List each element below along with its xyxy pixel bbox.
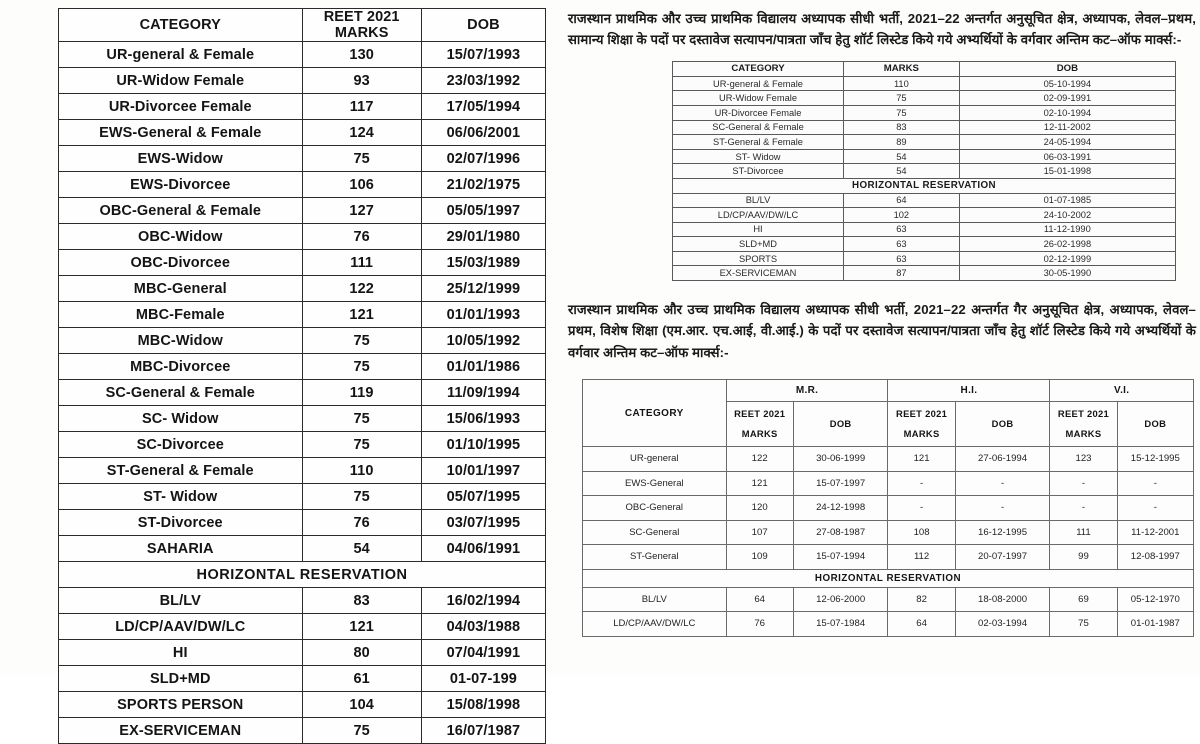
table-scheduled-area-cutoff [672, 61, 1176, 281]
table-row [59, 354, 546, 380]
cell-mr-dob: 15-07-1984 [793, 612, 888, 637]
cell-category: SLD+MD [59, 666, 303, 692]
table-row [59, 484, 546, 510]
table-row [59, 302, 546, 328]
cell-dob: 02-10-1994 [959, 105, 1175, 120]
table-row [673, 222, 1176, 237]
cell-category: SLD+MD [673, 237, 844, 252]
table-row [59, 406, 546, 432]
table-row [583, 545, 1194, 570]
cell-dob: 30-05-1990 [959, 266, 1175, 281]
cell-hi-marks: 64 [888, 612, 955, 637]
cell-dob: 05/05/1997 [421, 198, 545, 224]
cell-dob: 05-10-1994 [959, 76, 1175, 91]
cell-mr-marks: 107 [726, 520, 793, 545]
cell-marks: 75 [302, 432, 421, 458]
cell-vi-marks: - [1050, 471, 1117, 496]
table-row [59, 42, 546, 68]
cell-marks: 87 [844, 266, 960, 281]
cell-vi-marks: 69 [1050, 587, 1117, 612]
cell-category: OBC-General & Female [59, 198, 303, 224]
cell-dob: 24-10-2002 [959, 208, 1175, 223]
cell-marks: 54 [302, 536, 421, 562]
section-header-row [673, 178, 1176, 193]
cell-marks: 110 [844, 76, 960, 91]
cell-category: EX-SERVICEMAN [673, 266, 844, 281]
cell-category: EWS-General & Female [59, 120, 303, 146]
col-header-category: CATEGORY [59, 9, 303, 42]
cell-mr-dob: 30-06-1999 [793, 447, 888, 472]
cell-marks: 63 [844, 237, 960, 252]
col-header-marks: REET 2021 MARKS [302, 9, 421, 42]
cell-category: OBC-Widow [59, 224, 303, 250]
section-label-horizontal-reservation: HORIZONTAL RESERVATION [673, 178, 1176, 193]
table-level1-general-cutoff [58, 8, 546, 744]
marks-label-line1: REET 2021 [734, 408, 786, 420]
cell-category: LD/CP/AAV/DW/LC [673, 208, 844, 223]
table-body [583, 447, 1194, 637]
table-row [59, 510, 546, 536]
table-row [673, 164, 1176, 179]
cell-category: EWS-Divorcee [59, 172, 303, 198]
cell-category: OBC-Divorcee [59, 250, 303, 276]
cell-marks: 75 [302, 328, 421, 354]
cell-marks: 130 [302, 42, 421, 68]
cell-category: MBC-Divorcee [59, 354, 303, 380]
table-row [673, 237, 1176, 252]
cell-dob: 10/01/1997 [421, 458, 545, 484]
table-row [59, 718, 546, 744]
cell-hi-marks: 108 [888, 520, 955, 545]
cell-category: SAHARIA [59, 536, 303, 562]
cell-category: LD/CP/AAV/DW/LC [59, 614, 303, 640]
cell-vi-dob: - [1117, 496, 1193, 521]
cell-dob: 15/08/1998 [421, 692, 545, 718]
table-row [59, 94, 546, 120]
cell-category: OBC-General [583, 496, 727, 521]
cell-category: SC-General & Female [673, 120, 844, 135]
table-special-education-cutoff [582, 379, 1194, 637]
cell-category: ST-General [583, 545, 727, 570]
table-header [673, 61, 1176, 76]
cell-hi-dob: 18-08-2000 [955, 587, 1050, 612]
cell-category: UR-Widow Female [673, 91, 844, 106]
cell-hi-dob: 02-03-1994 [955, 612, 1050, 637]
cell-marks: 121 [302, 302, 421, 328]
col-header-marks: MARKS [844, 61, 960, 76]
cell-category: SPORTS PERSON [59, 692, 303, 718]
cell-dob: 06/06/2001 [421, 120, 545, 146]
table-row [59, 224, 546, 250]
cell-vi-marks: 99 [1050, 545, 1117, 570]
table-row [673, 120, 1176, 135]
cell-marks: 61 [302, 666, 421, 692]
table-body [59, 42, 546, 744]
cell-marks: 83 [302, 588, 421, 614]
cell-category: ST- Widow [673, 149, 844, 164]
table-row [673, 91, 1176, 106]
cell-marks: 64 [844, 193, 960, 208]
marks-label-line2: MARKS [1065, 428, 1102, 440]
cell-hi-marks: 82 [888, 587, 955, 612]
cell-category: ST-General & Female [59, 458, 303, 484]
table-row [673, 208, 1176, 223]
section-label-horizontal-reservation: HORIZONTAL RESERVATION [59, 562, 546, 588]
col-group-hi: H.I. [888, 380, 1050, 402]
cell-mr-dob: 15-07-1997 [793, 471, 888, 496]
cell-dob: 29/01/1980 [421, 224, 545, 250]
table-row [583, 612, 1194, 637]
cell-marks: 119 [302, 380, 421, 406]
cell-mr-dob: 15-07-1994 [793, 545, 888, 570]
cell-dob: 25/12/1999 [421, 276, 545, 302]
col-header-vi-dob: DOB [1117, 402, 1193, 447]
group-header-row [583, 380, 1194, 402]
table-row [59, 198, 546, 224]
cell-vi-dob: 01-01-1987 [1117, 612, 1193, 637]
cell-mr-marks: 76 [726, 612, 793, 637]
table-row [673, 149, 1176, 164]
cell-category: MBC-Widow [59, 328, 303, 354]
col-header-mr-dob: DOB [793, 402, 888, 447]
cell-marks: 75 [302, 484, 421, 510]
table-row [583, 520, 1194, 545]
cell-marks: 75 [302, 406, 421, 432]
cell-hi-dob: 20-07-1997 [955, 545, 1050, 570]
table-row [59, 172, 546, 198]
cell-dob: 02-12-1999 [959, 251, 1175, 266]
cell-category: ST-General & Female [673, 135, 844, 150]
cell-category: EWS-General [583, 471, 727, 496]
cell-dob: 12-11-2002 [959, 120, 1175, 135]
table-row [673, 135, 1176, 150]
cell-category: MBC-Female [59, 302, 303, 328]
col-header-category: CATEGORY [673, 61, 844, 76]
cell-marks: 121 [302, 614, 421, 640]
cell-marks: 54 [844, 164, 960, 179]
cell-mr-dob: 24-12-1998 [793, 496, 888, 521]
cell-dob: 03/07/1995 [421, 510, 545, 536]
table-row [59, 250, 546, 276]
cell-vi-marks: 123 [1050, 447, 1117, 472]
table-row [583, 447, 1194, 472]
cell-marks: 75 [302, 718, 421, 744]
cell-marks: 89 [844, 135, 960, 150]
right-column [568, 8, 1196, 637]
col-group-vi: V.I. [1050, 380, 1194, 402]
cell-dob: 16/02/1994 [421, 588, 545, 614]
cell-dob: 07/04/1991 [421, 640, 545, 666]
col-group-mr: M.R. [726, 380, 888, 402]
marks-label-line1: REET 2021 [1057, 408, 1110, 420]
cell-category: HI [59, 640, 303, 666]
paragraph-scheduled-area: राजस्थान प्राथमिक और उच्च प्राथमिक विद्यालय अध्यापक सीधी भर्ती, 2021–22 अन्तर्गत अनुसूचित क्षेत्र, अध्यापक, लेवल–प्रथम, सामान्य शिक्षा के पदों पर दस्तावेज सत्यापन/पात्रता जॉंच हेतु शॉर्ट लिस्टेड किये गये अभ्यर्थियों के वर्गवार अन्तिम कट–ऑफ मार्क्स:- [568, 11, 1196, 48]
cell-marks: 76 [302, 224, 421, 250]
table-row [59, 640, 546, 666]
cell-marks: 102 [844, 208, 960, 223]
cell-dob: 02/07/1996 [421, 146, 545, 172]
cell-category: UR-general & Female [673, 76, 844, 91]
cell-vi-dob: 15-12-1995 [1117, 447, 1193, 472]
marks-label-line2: MARKS [741, 428, 778, 440]
cell-dob: 15-01-1998 [959, 164, 1175, 179]
header-row [59, 9, 546, 42]
cell-marks: 104 [302, 692, 421, 718]
cell-category: ST-Divorcee [59, 510, 303, 536]
cell-category: SPORTS [673, 251, 844, 266]
table-row [673, 251, 1176, 266]
cell-mr-marks: 120 [726, 496, 793, 521]
table-row [673, 76, 1176, 91]
cell-category: EX-SERVICEMAN [59, 718, 303, 744]
cell-mr-marks: 109 [726, 545, 793, 570]
table-row [59, 276, 546, 302]
cell-dob: 04/06/1991 [421, 536, 545, 562]
cell-marks: 75 [844, 91, 960, 106]
col-header-hi-dob: DOB [955, 402, 1050, 447]
col-header-category: CATEGORY [583, 380, 727, 447]
cell-dob: 01-07-199 [421, 666, 545, 692]
section-label-horizontal-reservation: HORIZONTAL RESERVATION [583, 569, 1194, 587]
col-header-dob: DOB [421, 9, 545, 42]
cell-marks: 75 [302, 146, 421, 172]
cell-dob: 11-12-1990 [959, 222, 1175, 237]
cell-hi-marks: - [888, 496, 955, 521]
table-row [583, 471, 1194, 496]
table-row [673, 193, 1176, 208]
cell-mr-dob: 27-08-1987 [793, 520, 888, 545]
cell-marks: 110 [302, 458, 421, 484]
cell-marks: 75 [844, 105, 960, 120]
cell-category: UR-Divorcee Female [673, 105, 844, 120]
cell-marks: 117 [302, 94, 421, 120]
cell-hi-dob: 16-12-1995 [955, 520, 1050, 545]
table-row [583, 587, 1194, 612]
cell-vi-dob: 11-12-2001 [1117, 520, 1193, 545]
cell-marks: 54 [844, 149, 960, 164]
cell-dob: 16/07/1987 [421, 718, 545, 744]
paragraph-non-scheduled-area: राजस्थान प्राथमिक और उच्च प्राथमिक विद्यालय अध्यापक सीधी भर्ती, 2021–22 अन्तर्गत गैर अनुसूचित क्षेत्र, अध्यापक, लेवल–प्रथम, विशेष शिक्षा (एम.आर. एच.आई, वी.आई.) के पदों पर दस्तावेज सत्यापन/पात्रता जॉंच हेतु शॉर्ट लिस्टेड किये गये अभ्यर्थियों के वर्गवार अन्तिम कट–ऑफ मार्क्स:- [568, 302, 1196, 360]
cell-dob: 01/01/1993 [421, 302, 545, 328]
cell-marks: 63 [844, 222, 960, 237]
table-row [673, 266, 1176, 281]
cell-dob: 05/07/1995 [421, 484, 545, 510]
col-header-dob: DOB [959, 61, 1175, 76]
cell-category: SC-General [583, 520, 727, 545]
cell-marks: 111 [302, 250, 421, 276]
cell-dob: 21/02/1975 [421, 172, 545, 198]
cell-hi-dob: - [955, 471, 1050, 496]
cell-dob: 15/06/1993 [421, 406, 545, 432]
cell-category: LD/CP/AAV/DW/LC [583, 612, 727, 637]
cell-marks: 75 [302, 354, 421, 380]
cell-category: ST- Widow [59, 484, 303, 510]
cell-category: MBC-General [59, 276, 303, 302]
cell-marks: 63 [844, 251, 960, 266]
cell-hi-dob: - [955, 496, 1050, 521]
marks-label-line1: REET 2021 [896, 408, 948, 420]
cell-marks: 83 [844, 120, 960, 135]
cell-category: BL/LV [583, 587, 727, 612]
cell-marks: 93 [302, 68, 421, 94]
table-row [59, 692, 546, 718]
cell-vi-marks: 111 [1050, 520, 1117, 545]
cell-vi-dob: - [1117, 471, 1193, 496]
cell-dob: 15/07/1993 [421, 42, 545, 68]
cell-mr-marks: 122 [726, 447, 793, 472]
cell-category: BL/LV [673, 193, 844, 208]
cell-hi-dob: 27-06-1994 [955, 447, 1050, 472]
table-header [583, 380, 1194, 447]
table-row [583, 496, 1194, 521]
cell-marks: 122 [302, 276, 421, 302]
cell-dob: 04/03/1988 [421, 614, 545, 640]
cell-dob: 06-03-1991 [959, 149, 1175, 164]
header-row [673, 61, 1176, 76]
cell-hi-marks: 112 [888, 545, 955, 570]
cell-category: UR-Widow Female [59, 68, 303, 94]
cell-dob: 17/05/1994 [421, 94, 545, 120]
table-row [59, 432, 546, 458]
cell-mr-marks: 64 [726, 587, 793, 612]
table-row [59, 536, 546, 562]
cell-dob: 26-02-1998 [959, 237, 1175, 252]
cell-hi-marks: - [888, 471, 955, 496]
col-header-mr-marks [726, 402, 793, 447]
cell-category: UR-general & Female [59, 42, 303, 68]
cell-category: SC- Widow [59, 406, 303, 432]
cell-vi-dob: 12-08-1997 [1117, 545, 1193, 570]
table-row [59, 614, 546, 640]
cell-category: SC-Divorcee [59, 432, 303, 458]
table-row [59, 380, 546, 406]
cell-dob: 23/03/1992 [421, 68, 545, 94]
cell-dob: 02-09-1991 [959, 91, 1175, 106]
cell-category: EWS-Widow [59, 146, 303, 172]
cell-hi-marks: 121 [888, 447, 955, 472]
table-row [59, 120, 546, 146]
table-row [59, 68, 546, 94]
cell-marks: 80 [302, 640, 421, 666]
cell-marks: 127 [302, 198, 421, 224]
marks-label-line2: MARKS [903, 428, 940, 440]
cell-dob: 15/03/1989 [421, 250, 545, 276]
table-row [673, 105, 1176, 120]
cell-dob: 01/10/1995 [421, 432, 545, 458]
table-row [59, 146, 546, 172]
cell-category: HI [673, 222, 844, 237]
table-row [59, 588, 546, 614]
cell-category: UR-general [583, 447, 727, 472]
cell-marks: 106 [302, 172, 421, 198]
cell-mr-marks: 121 [726, 471, 793, 496]
cell-dob: 11/09/1994 [421, 380, 545, 406]
table-body [673, 76, 1176, 280]
cell-category: ST-Divorcee [673, 164, 844, 179]
table-header [59, 9, 546, 42]
cell-vi-marks: - [1050, 496, 1117, 521]
cell-marks: 124 [302, 120, 421, 146]
section-header-row [59, 562, 546, 588]
section-header-row [583, 569, 1194, 587]
cell-vi-marks: 75 [1050, 612, 1117, 637]
cell-dob: 01-07-1985 [959, 193, 1175, 208]
table-row [59, 328, 546, 354]
cell-dob: 01/01/1986 [421, 354, 545, 380]
cell-dob: 24-05-1994 [959, 135, 1175, 150]
left-cutoff-table-container [58, 8, 546, 744]
cell-category: BL/LV [59, 588, 303, 614]
table3-container [582, 379, 1194, 637]
table-row [59, 666, 546, 692]
col-header-hi-marks [888, 402, 955, 447]
table-row [59, 458, 546, 484]
table2-container [672, 61, 1176, 281]
cell-category: SC-General & Female [59, 380, 303, 406]
col-header-vi-marks [1050, 402, 1117, 447]
cell-dob: 10/05/1992 [421, 328, 545, 354]
cell-mr-dob: 12-06-2000 [793, 587, 888, 612]
cell-marks: 76 [302, 510, 421, 536]
cell-category: UR-Divorcee Female [59, 94, 303, 120]
cell-vi-dob: 05-12-1970 [1117, 587, 1193, 612]
